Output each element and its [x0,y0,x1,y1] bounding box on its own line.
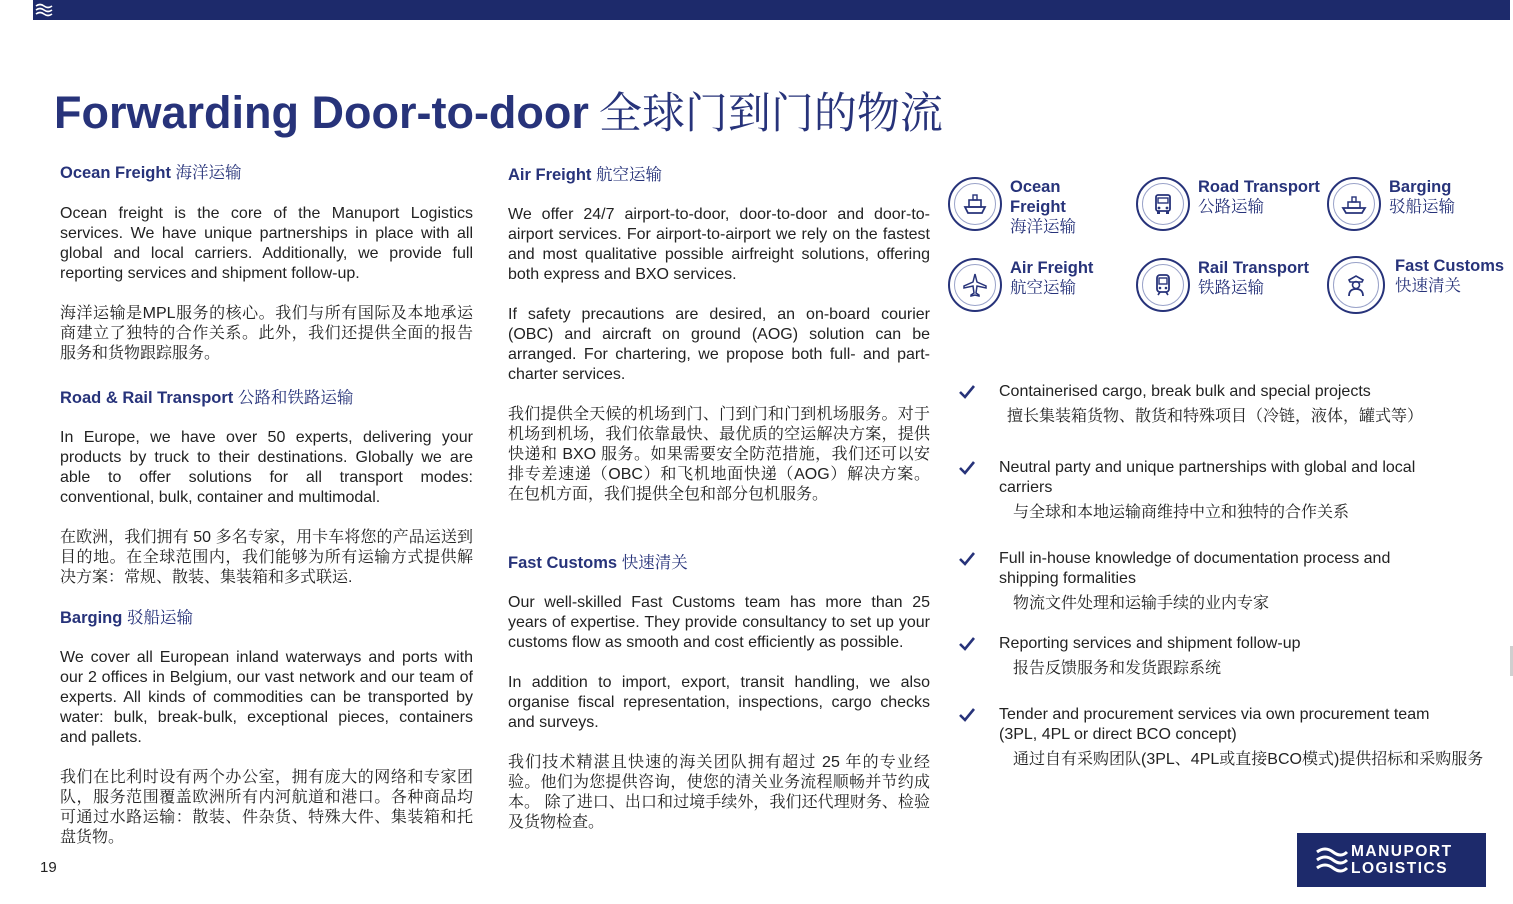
check-item-zh: 擅长集装箱货物、散货和特殊项目（冷链，液体，罐式等） [1007,408,1424,425]
barging-heading [60,608,473,628]
icon-rail-zh: 铁路运输 [1198,279,1264,297]
checkmark-icon [958,383,976,401]
page-title [54,80,943,141]
truck-icon [1136,177,1190,231]
check-item-zh: 与全球和本地运输商维持中立和独特的合作关系 [1013,504,1350,521]
icon-tile-rail [1136,258,1309,312]
air-paragraph-zh: 我们提供全天候的机场到门、门到门和门到机场服务。对于机场到机场，我们依靠最快、最优质的空运解决方案，提供快递和 BXO 服务。如果需要安全防范措施，我们还可以安排专差速递（OBC）和飞机地面快递（AOG）解决方案。在包机方面，我们提供全包和部分包机服务。 [508,406,930,503]
check-item-en: Full in-house knowledge of documentation process and shipping formalities [999,550,1391,587]
check-item-zh: 报告反馈服务和发货跟踪系统 [1013,660,1222,677]
ocean-paragraph-en: Ocean freight is the core of the Manuport Logistics services. We have unique partnerships in place with all global and local carriers. Additionally, we provide full reporting services and shipment follow-up. [60,205,473,282]
waves-logo-icon [35,2,53,18]
icon-ocean-en: Ocean Freight [1010,178,1066,216]
barging-heading-en: Barging [60,609,123,627]
waves-logo-icon [1315,845,1349,875]
barging-paragraph-en: We cover all European inland waterways and ports with our 2 offices in Belgium, our vast network and our team of experts. All kinds of commodities can be transported by water: bulk, break-bulk, exceptional pieces, containers and pallets. [60,649,473,746]
barge-icon [1327,177,1381,231]
road-paragraph-en: In Europe, we have over 50 experts, delivering your products by truck to their destinations. Globally we are able to offer solutions for all transport modes: conventional, bulk, container and multimodal. [60,429,473,506]
icon-road-en: Road Transport [1198,178,1320,196]
icon-air-en: Air Freight [1010,259,1094,277]
logo-line1: MANUPORT [1351,843,1453,860]
icon-road-zh: 公路运输 [1198,198,1264,216]
top-banner [33,0,1510,20]
icon-tile-air [948,258,1093,312]
customs-heading-zh: 快速清关 [621,554,688,572]
air-heading-zh: 航空运输 [596,166,663,184]
icon-label-ocean [1010,177,1105,237]
check-item-zh: 通过自有采购团队(3PL、4PL或直接BCO模式)提供招标和采购服务 [1013,751,1484,768]
air-freight-heading [508,165,930,185]
icon-tile-ocean [948,177,1105,237]
icon-ocean-zh: 海洋运输 [1010,218,1076,236]
check-item-en: Tender and procurement services via own procurement team (3PL, 4PL or direct BCO concept) [999,706,1430,743]
check-item [958,705,1484,770]
check-item-en: Reporting services and shipment follow-up [999,635,1301,652]
checkmark-icon [958,706,976,724]
ship-icon [948,177,1002,231]
column-left [60,163,473,848]
check-item-en: Neutral party and unique partnerships with global and local carriers [999,459,1416,496]
customs-officer-icon [1327,256,1385,314]
ocean-heading-zh: 海洋运输 [175,164,242,182]
icon-rail-en: Rail Transport [1198,259,1309,277]
icon-customs-zh: 快速清关 [1395,277,1461,295]
icon-label-rail [1198,258,1309,298]
ocean-heading-en: Ocean Freight [60,164,171,182]
check-item-zh: 物流文件处理和运输手续的业内专家 [1013,595,1270,612]
check-item [958,382,1503,427]
customs-paragraph-1-en: Our well-skilled Fast Customs team has more than 25 years of expertise. They provide consultancy to set up your customs flow as smooth and cost efficiently as possible. [508,594,930,651]
manuport-logo [1297,833,1486,887]
checkmark-icon [958,459,976,477]
check-item [958,458,1419,523]
logo-text [1351,843,1453,877]
road-heading-zh: 公路和铁路运输 [237,389,354,407]
page-title-zh: 全球门到门的物流 [598,90,943,138]
customs-paragraph-zh: 我们技术精湛且快速的海关团队拥有超过 25 年的专业经验。他们为您提供咨询，使您的清关业务流程顺畅并节约成本。 除了进口、出口和过境手续外，我们还代理财务、检验及货物检查。 [508,754,930,831]
page-title-en: Forwarding Door-to-door [54,87,589,138]
feature-checklist [958,382,1503,770]
icon-label-customs [1395,256,1504,296]
road-heading-en: Road & Rail Transport [60,389,234,407]
air-heading-en: Air Freight [508,166,592,184]
train-icon [1136,258,1190,312]
ocean-freight-heading [60,163,473,183]
barging-paragraph-zh: 我们在比利时设有两个办公室，拥有庞大的网络和专家团队，服务范围覆盖欧洲所有内河航道和港口。各种商品均可通过水路运输：散装、件杂货、特殊大件、集装箱和托盘货物。 [60,769,473,846]
check-item [958,549,1449,614]
ocean-paragraph-zh: 海洋运输是MPL服务的核心。我们与所有国际及本地承运商建立了独特的合作关系。此外，我们还提供全面的报告服务和货物跟踪服务。 [60,305,473,362]
customs-paragraph-2-en: In addition to import, export, transit handling, we also organise fiscal representation, inspections, cargo checks and surveys. [508,674,930,731]
icon-tile-customs [1327,256,1504,314]
icon-barging-en: Barging [1389,178,1452,196]
customs-heading-en: Fast Customs [508,554,618,572]
barging-heading-zh: 驳船运输 [126,609,193,627]
icon-air-zh: 航空运输 [1010,279,1076,297]
road-paragraph-zh: 在欧洲，我们拥有 50 多名专家，用卡车将您的产品运送到目的地。在全球范围内，我们能够为所有运输方式提供解决方案：常规、散装、集装箱和多式联运. [60,529,473,586]
logo-line2: LOGISTICS [1351,860,1449,877]
airplane-icon [948,258,1002,312]
air-paragraph-1-en: We offer 24/7 airport-to-door, door-to-door and door-to-airport services. For airport-to-airport we rely on the fastest and most qualitative possible airfreight solutions, offering both express and BXO services. [508,206,930,283]
checkmark-icon [958,550,976,568]
icon-tile-barging [1327,177,1455,231]
check-item-en: Containerised cargo, break bulk and special projects [999,383,1371,400]
icon-label-air [1010,258,1093,298]
fast-customs-heading [508,553,930,573]
icon-customs-en: Fast Customs [1395,257,1505,275]
air-paragraph-2-en: If safety precautions are desired, an on-board courier (OBC) and aircraft on ground (AOG) solution can be arranged. For chartering, we propose both full- and part-charter services. [508,306,930,383]
page-number: 19 [40,859,57,876]
icon-barging-zh: 驳船运输 [1389,198,1455,216]
check-item [958,634,1503,679]
icon-label-road [1198,177,1320,217]
icon-tile-road [1136,177,1320,231]
column-middle [508,165,930,833]
checkmark-icon [958,635,976,653]
road-rail-heading [60,388,473,408]
icon-label-barging [1389,177,1455,217]
